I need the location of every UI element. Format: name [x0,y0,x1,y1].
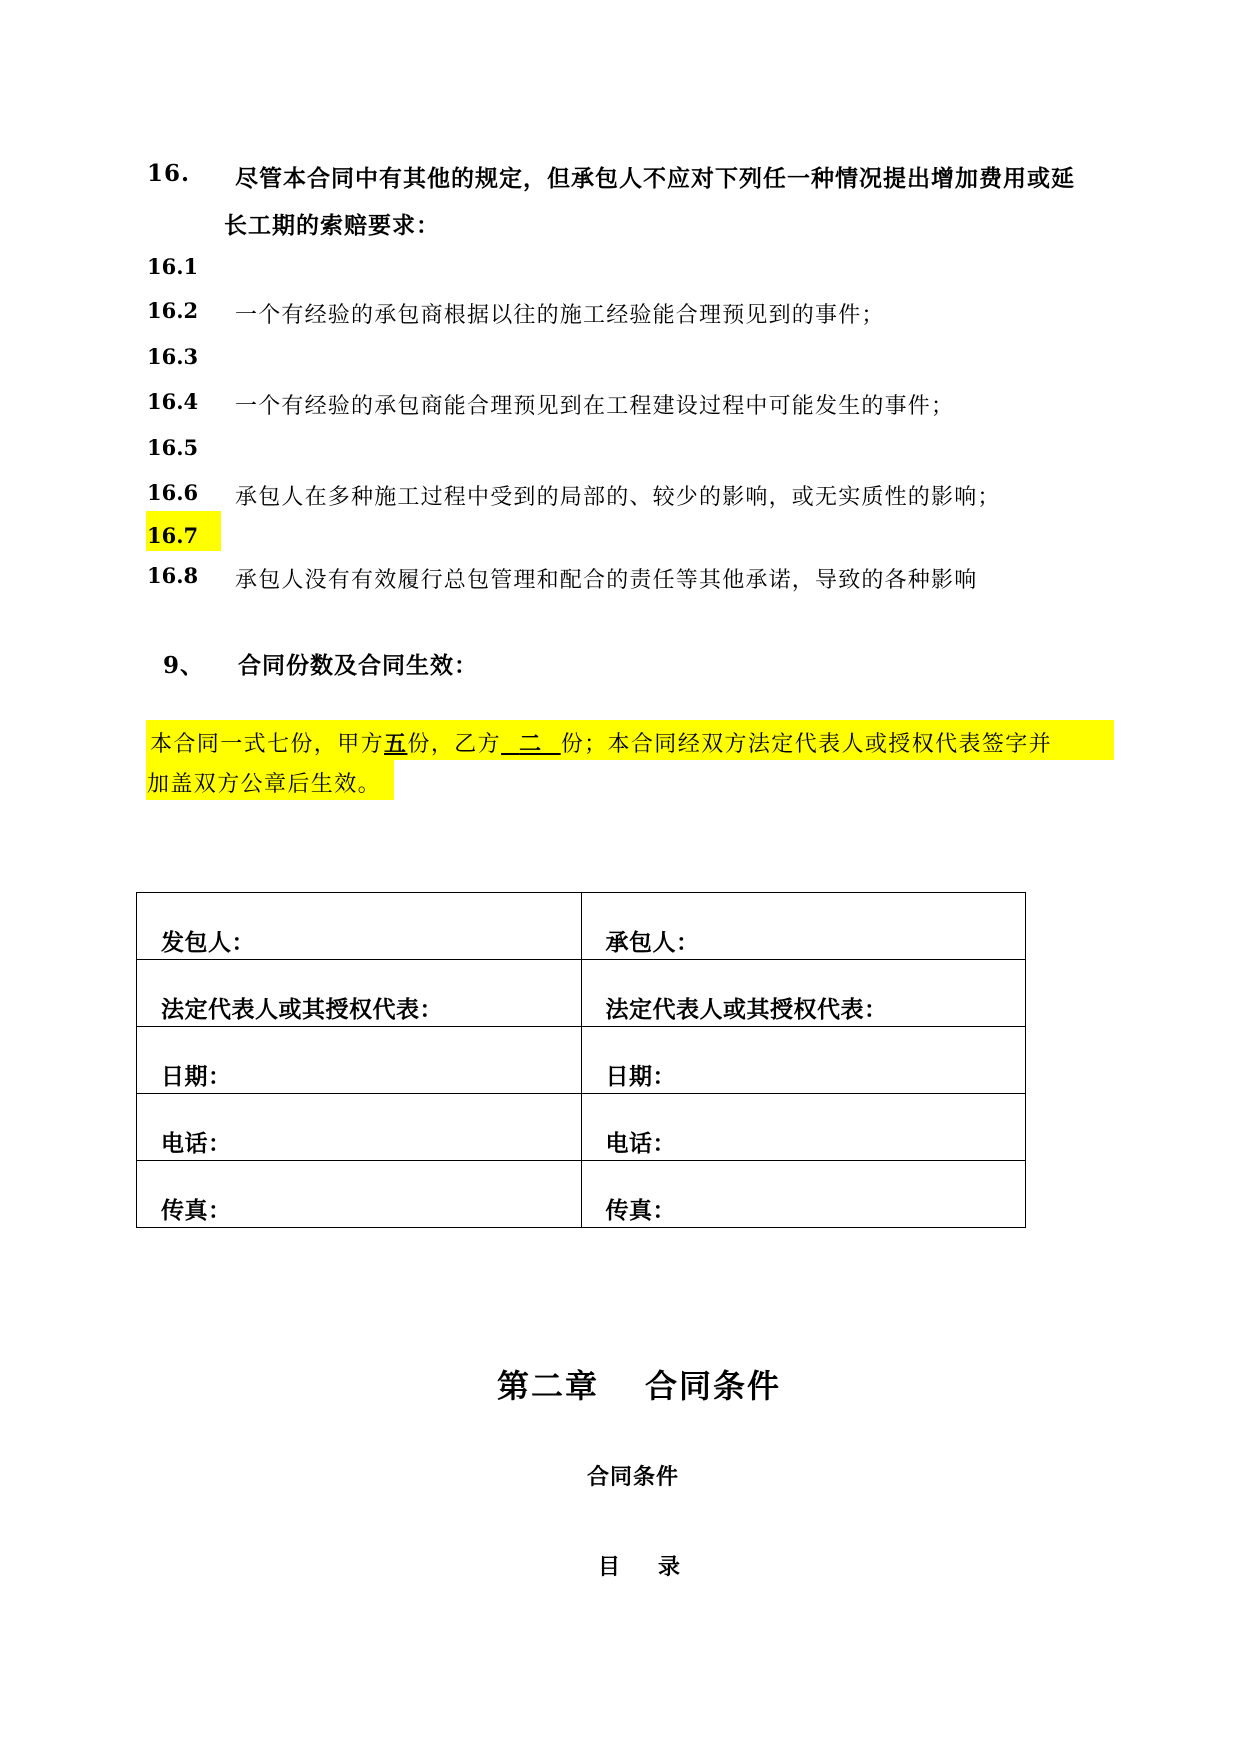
clause-16-line2: 长工期的索赔要求： [224,212,440,239]
contractor-phone-label: 电话： [581,1094,1026,1161]
item-16-1-number: 16.1 [147,254,199,279]
item-16-5-number: 16.5 [147,435,199,460]
item-16-7-number: 16.7 [147,523,199,548]
employer-label: 发包人： [137,893,582,960]
subtitle: 合同条件 [587,1464,680,1490]
toc-heading: 目 录 [598,1554,689,1580]
chapter-number: 第二章 [497,1367,600,1405]
copies-mid: 份，乙方 [407,732,502,757]
item-16-2-text: 一个有经验的承包商根据以往的施工经验能合理预见到的事件； [235,303,885,328]
table-row [137,893,1026,960]
contractor-label: 承包人： [581,893,1026,960]
clause-9-number: 9、 [163,652,205,679]
employer-representative-label: 法定代表人或其授权代表： [137,960,582,1027]
item-16-4-number: 16.4 [147,389,199,414]
table-row [137,960,1026,1027]
employer-date-label: 日期： [137,1027,582,1094]
chapter-title: 合同条件 [645,1367,782,1405]
employer-fax-label: 传真： [137,1161,582,1228]
contractor-date-label: 日期： [581,1027,1026,1094]
copies-suffix: 份；本合同经双方法定代表人或授权代表签字并 [560,732,1053,757]
party-a-count: 五 [384,731,408,757]
item-16-2-number: 16.2 [147,298,199,323]
table-row [137,1027,1026,1094]
item-16-8-text: 承包人没有有效履行总包管理和配合的责任等其他承诺，导致的各种影响 [235,568,978,593]
item-16-8-number: 16.8 [147,563,199,588]
copies-line1 [150,727,1052,758]
employer-phone-label: 电话： [137,1094,582,1161]
table-row [137,1161,1026,1228]
copies-line2: 加盖双方公章后生效。 [147,772,382,797]
clause-16-number: 16. [147,160,191,187]
signature-table [136,892,1026,1228]
item-16-6-text: 承包人在多种施工过程中受到的局部的、较少的影响，或无实质性的影响； [235,485,1001,510]
item-16-6-number: 16.6 [147,480,199,505]
item-16-4-text: 一个有经验的承包商能合理预见到在工程建设过程中可能发生的事件； [235,394,955,419]
table-row [137,1094,1026,1161]
contractor-fax-label: 传真： [581,1161,1026,1228]
item-16-3-number: 16.3 [147,344,199,369]
contractor-representative-label: 法定代表人或其授权代表： [581,960,1026,1027]
clause-16-line1: 尽管本合同中有其他的规定，但承包人不应对下列任一种情况提出增加费用或延 [235,165,1075,192]
clause-9-title: 合同份数及合同生效： [238,652,478,679]
copies-prefix: 本合同一式七份，甲方 [150,732,385,757]
party-b-count: 二 [519,731,543,757]
